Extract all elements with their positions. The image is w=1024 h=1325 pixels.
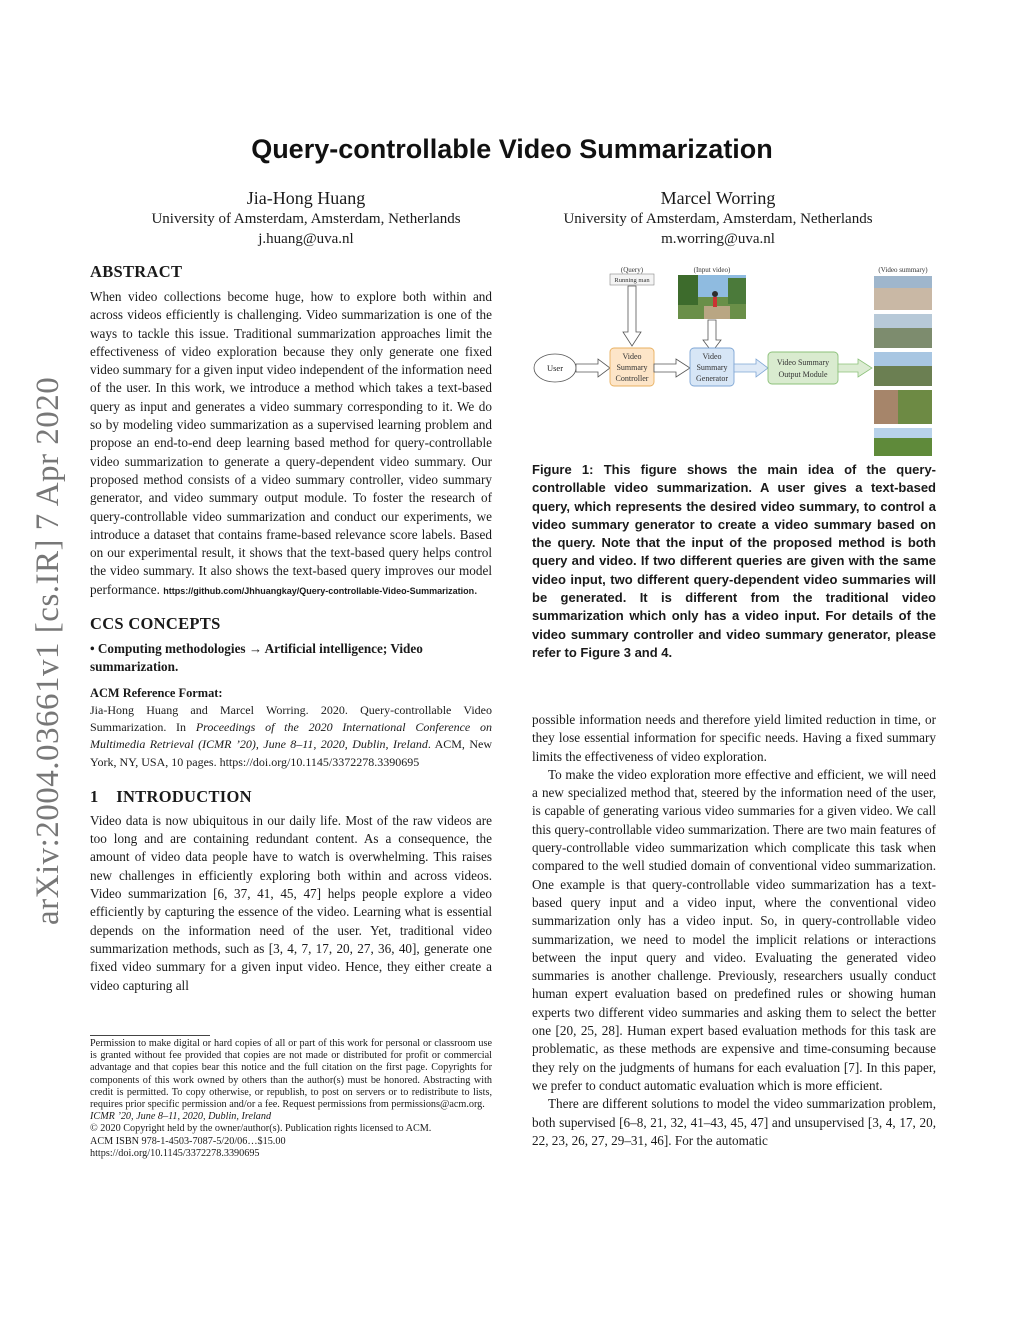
query-text: Running man — [614, 277, 650, 284]
intro-right-p3: There are different solutions to model the video summarization problem, both supervised [6–8, 21, 32, 41–43, 45, 47] and unsupervised [3, 4, 17, 20, 22, 23, 26, 27, 29–31, 46]. For the automatic — [532, 1096, 936, 1148]
permission-copyright: © 2020 Copyright held by the owner/author(s). Publication rights licensed to ACM. — [90, 1123, 432, 1135]
paper-title: Query-controllable Video Summarization — [251, 134, 773, 164]
output-arrow — [838, 359, 872, 377]
controller-label-2: Summary — [616, 363, 648, 372]
video-summary-label: (Video summary) — [878, 266, 928, 274]
figure-1 — [532, 262, 936, 458]
author-1-affiliation: University of Amsterdam, Amsterdam, Netherlands — [151, 211, 461, 227]
generator-label-2: Summary — [696, 363, 728, 372]
figure-caption-block — [532, 461, 936, 662]
permission-isbn: ACM ISBN 978-1-4503-7087-5/20/06…$15.00 — [90, 1135, 286, 1147]
acm-ref-text: Jia-Hong Huang and Marcel Worring. 2020. Query-controllable Video Summarization. In Proceedings of the 2020 International Conference on Multimedia Retrieval (ICMR ’20), June 8–11, 2020, Dublin, Ireland. ACM, New York, NY, USA, 10 pages. https://doi.org/10.1145/3372278.3390695 — [90, 702, 492, 769]
arxiv-id: arXiv:2004.03661v1 [cs.IR] 7 Apr 2020 — [30, 376, 66, 925]
intro-left-text: Video data is now ubiquitous in our daily life. Most of the raw videos are too long and are containing redundant content. As a consequence, the amount of video data people have to watch is overwhelming. This raises new challenges in efficiently exploring both within and across videos. Video summarization [6, 37, 41, 45, 47] helps people explore a video efficiently by capturing the essence of the video. Learning what is essential depends on the information need of the user. Yet, traditional video summarization methods, such as [3, 4, 7, 17, 20, 27, 36, 40], generate one fixed video summary for a given input video. Hence, they either create a video capturing all — [90, 812, 492, 993]
generator-arrow — [734, 359, 768, 377]
acm-ref-heading: ACM Reference Format: — [90, 685, 223, 700]
generator-label-3: Generator — [696, 374, 728, 383]
input-video-thumbnail — [678, 275, 746, 319]
output-module-box — [768, 352, 838, 384]
generator-label-1: Video — [702, 352, 722, 361]
output-label-1: Video Summary — [776, 358, 830, 367]
author-1 — [90, 187, 522, 249]
permission-block — [90, 1038, 492, 1160]
query-label: (Query) — [620, 266, 644, 274]
footnote-rule — [90, 1035, 210, 1036]
permission-doi[interactable]: https://doi.org/10.1145/3372278.3390695 — [90, 1147, 260, 1159]
author-2-name: Marcel Worring — [660, 188, 776, 208]
video-arrow — [703, 320, 721, 352]
user-arrow — [576, 359, 610, 377]
input-video-label: (Input video) — [693, 266, 731, 274]
figure-diagram — [532, 262, 936, 458]
controller-label-1: Video — [622, 352, 642, 361]
query-arrow — [623, 286, 641, 346]
intro-heading: 1 INTRODUCTION — [90, 786, 252, 806]
abstract-text: When video collections become huge, how to explore both within and across videos efficiently is challenging. Video summarization is one of the ways to tackle this issue. Traditional summarization approaches limit the effectiveness of video exploration because they only generate one fixed video summary for a given input video independent of the information need of the user. In this work, we introduce a method which takes a text-based query as input and generates a video summary corresponding to it. We do so by modeling video summarization as a supervised learning problem and propose an end-to-end deep learning based method for query-controllable video summarization to generate a query-dependent video summary. Our proposed method consists of a video summary controller, video summary generator, and video summary output module. To foster the research of query-controllable video summarization and conduct our experiments, we introduce a dataset that contains frame-based relevance score labels. Based on our experimental result, it shows that the text-based query helps control the video summary. It also shows the text-based query improves our model performance. https://github.com/Jhhuangkay/Query-controllable-Video-Summarization. — [90, 289, 492, 597]
ccs-text: • Computing methodologies → Artificial intelligence; Video summarization. — [90, 641, 423, 675]
author-1-email: j.huang@uva.nl — [258, 231, 354, 247]
author-2-affiliation: University of Amsterdam, Amsterdam, Netherlands — [563, 211, 873, 227]
figure-1-caption: Figure 1: This figure shows the main idea of the query-controllable video summarization. A user gives a text-based query, which represents the desired video summary, to control a video summary generator to create a video summary based on the query. Note that the input of the proposed method is both query and video. If two different queries are given with the same video input, two different query-dependent video summaries will be generated. It is different from the traditional video summarization which only has a video input. For details of the video summary controller and video summary generator, please refer to Figure 3 and 4. — [532, 462, 936, 660]
abstract-heading: ABSTRACT — [90, 262, 183, 281]
output-label-2: Output Module — [778, 370, 828, 379]
user-label: User — [546, 363, 564, 373]
left-column — [90, 262, 492, 995]
arxiv-sidebar — [30, 370, 66, 925]
right-column — [532, 711, 936, 1150]
permission-venue: ICMR ’20, June 8–11, 2020, Dublin, Ireland — [90, 1111, 272, 1123]
permission-text: Permission to make digital or hard copies of all or part of this work for personal or classroom use is granted without fee provided that copies are not made or distributed for profit or commercial advantage and that copies bear this notice and the full citation on the first page. Copyrights for components of this work owned by others than the author(s) must be honored. Abstracting with credit is permitted. To copy otherwise, or republish, to post on servers or to redistribute to lists, requires prior specific permission and/or a fee. Request permissions from permissions@acm.org. — [90, 1038, 492, 1111]
controller-label-3: Controller — [615, 374, 649, 383]
author-1-name: Jia-Hong Huang — [246, 188, 366, 208]
code-link[interactable]: https://github.com/Jhhuangkay/Query-controllable-Video-Summarization — [163, 585, 475, 596]
intro-right-p1: possible information needs and therefore yield limited reduction in time, or they lose essential information for specific needs. Having a fixed summary limits the effectiveness of video exploration. — [532, 712, 936, 764]
summary-frames — [874, 276, 932, 456]
author-2 — [502, 187, 934, 249]
controller-arrow — [654, 359, 690, 377]
ccs-heading: CCS CONCEPTS — [90, 614, 221, 634]
author-2-email: m.worring@uva.nl — [661, 231, 775, 247]
intro-right-p2: To make the video exploration more effective and efficient, we will need a new specialized method that, steered by the information need of the user, is capable of generating various video summaries for a given video. We call this query-controllable video summarization. There are two main features of query-controllable video summarization which complicate this task when compared to the well studied domain of conventional video summarization. One example is that query-controllable video summarization has a text-based query input and a video input, where the conventional video summarization only has a video input. So, in query-controllable video summarization, we need to model the implicit relations or interactions between the input query and video. Evaluating the generated video summaries is another challenge. Previously, researchers usually conduct human expert evaluation based on predefined rules or showing human experts two different video summaries and asking them to select the better one [20, 25, 28]. Human expert based evaluation methods for this task are problematic, as these methods are expensive and time-consuming because they rely on the judgments of humans for each evaluation [7]. In this paper, we prefer to conduct automatic evaluation which is more efficient. — [532, 766, 936, 1093]
